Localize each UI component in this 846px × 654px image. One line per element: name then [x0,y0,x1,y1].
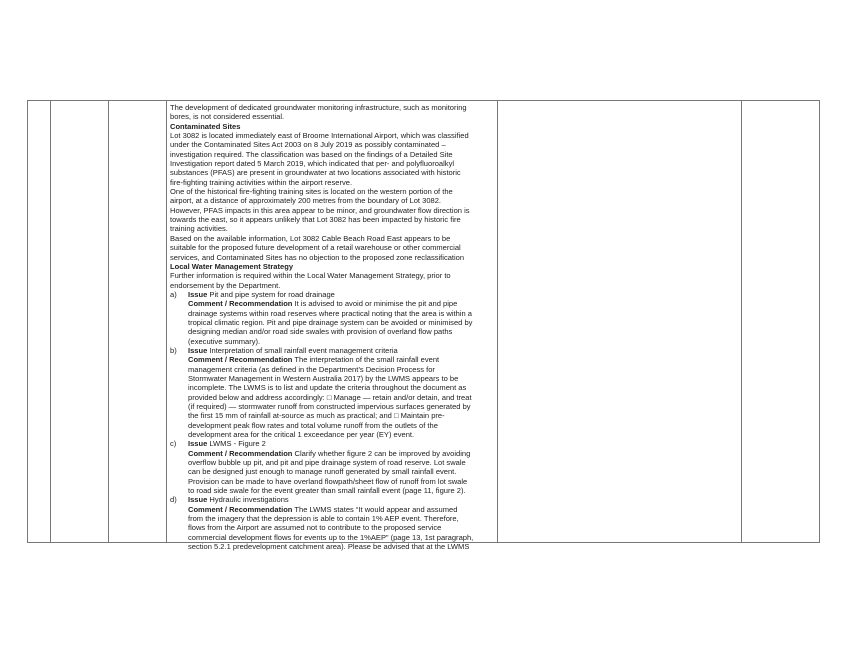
line-text: tropical climatic region. Pit and pipe drainage system can be avoided or minimised by [188,317,473,327]
line-text: (executive summary). [188,336,261,346]
text-line [170,271,498,280]
line-text: Lot 3082 is located immediately east of Broome International Airport, which was classified [170,131,469,141]
text-line [170,337,498,346]
text-line [170,477,498,486]
line-text: One of the historical fire-fighting training sites is located on the western portion of the [170,187,453,197]
line-text: Investigation report dated 5 March 2019, which indicated that per- and polyfluoroalkyl [170,159,455,169]
text-line [170,140,498,149]
column-divider [50,101,51,542]
line-text: section 5.2.1 predevelopment catchment area). Please be advised that at the LWMS [188,542,470,552]
line-text: Pit and pipe system for road drainage [207,289,335,299]
line-text: flows from the Airport are assumed not to contribute to the proposed service [188,523,442,533]
line-text: provided below and address accordingly: □ Manage — retain and/or detain, and treat [188,392,472,402]
list-item-line [170,290,498,299]
line-text: substances (PFAS) are present in groundwater at two locations associated with historic [170,168,461,178]
column-divider [108,101,109,542]
text-line [170,467,498,476]
text-line [170,458,498,467]
line-text: towards the east, so it appears unlikely that Lot 3082 has been impacted by historic fire [170,215,461,225]
line-text: Provision can be made to have overland flowpath/sheet flow of runoff from lot swale [188,476,468,486]
text-line [170,514,498,523]
text-line [170,187,498,196]
line-text: development peak flow rates and total volume runoff from the outlets of the [188,420,438,430]
line-text: to road side swale for the event greater than small rainfall event (page 11, figure 2). [188,486,466,496]
line-text: endorsement by the Department. [170,280,281,290]
line-text: Further information is required within the Local Water Management Strategy, prior to [170,271,451,281]
text-line [170,523,498,532]
text-line [170,374,498,383]
text-line [170,533,498,542]
line-text: Interpretation of small rainfall event management criteria [207,345,398,355]
text-line [170,103,498,112]
line-text: It is advised to avoid or minimise the pit and pipe [292,299,458,309]
text-line [170,224,498,233]
line-text: fire-fighting training activities within the airport reserve. [170,177,353,187]
list-marker: d) [170,495,177,505]
line-text: can be designed just enough to manage runoff generated by small rainfall event. [188,467,457,477]
line-text: from the imagery that the depression is able to contain 1% AEP event. Therefore, [188,514,459,524]
line-text: development area for the critical 1 exceedance per year (EY) event. [188,430,415,440]
list-marker: b) [170,345,177,355]
text-line [170,383,498,392]
text-line [170,253,498,262]
line-text: investigation required. The classification was based on the findings of a Detailed Site [170,149,453,159]
line-text: LWMS - Figure 2 [207,439,266,449]
bold-label: Issue [188,439,208,449]
line-text: The development of dedicated groundwater monitoring infrastructure, such as monitoring [170,103,467,112]
text-line [170,402,498,411]
text-line [170,206,498,215]
text-line [170,430,498,439]
line-text: training activities. [170,224,228,234]
bold-label: Comment / Recommendation [188,448,293,458]
line-text: designing median and/or road side swales with provision of overland flow paths [188,327,453,337]
text-line [170,486,498,495]
line-text: Stormwater Management in Western Australia 2017) by the LWMS appears to be [188,373,459,383]
line-text: the first 15 mm of rainfall at-source as much as practical; and □ Maintain pre- [188,411,445,421]
line-text: suitable for the proposed future development of a retail warehouse or other commercial [170,243,461,253]
text-line [170,299,498,308]
line-text: overflow bubble up pit, and pit and pipe drainage system of road reserve. Lot swale [188,458,466,468]
text-line [170,421,498,430]
line-text: management criteria (as defined in the Department’s Decision Process for [188,364,435,374]
list-item-line [170,346,498,355]
line-text: under the Contaminated Sites Act 2003 on 8 July 2019 as possibly contaminated – [170,140,446,150]
column-divider [741,101,742,542]
list-marker: c) [170,439,177,449]
line-text: drainage systems within road reserves where practical noting that the area is within a [188,308,472,318]
bold-label: Contaminated Sites [170,121,241,131]
line-text: However, PFAS impacts in this area appear to be minor, and groundwater flow direction is [170,205,470,215]
line-text: Clarify whether figure 2 can be improved by avoiding [292,448,471,458]
line-text: Hydraulic investigations [207,495,289,505]
line-text: services, and Contaminated Sites has no objection to the proposed zone reclassification [170,252,465,262]
text-line [170,168,498,177]
text-line [170,112,498,121]
text-line [170,542,498,551]
column-divider [166,101,167,542]
text-line [170,505,498,514]
bold-label: Comment / Recommendation [188,299,293,309]
text-line [170,131,498,140]
text-line [170,355,498,364]
text-line [170,196,498,205]
line-text: Based on the available information, Lot 3082 Cable Beach Road East appears to be [170,233,451,243]
section-heading [170,262,498,271]
text-line [170,234,498,243]
list-item-line [170,495,498,504]
text-line [170,281,498,290]
list-marker: a) [170,289,177,299]
bold-label: Comment / Recommendation [188,355,293,365]
bold-label: Comment / Recommendation [188,504,293,514]
line-text: airport, at a distance of approximately 200 metres from the boundary of Lot 3082. [170,196,442,206]
text-line [170,393,498,402]
text-line [170,150,498,159]
text-line [170,178,498,187]
line-text: (if required) — stormwater runoff from constructed impervious surfaces generated by [188,402,471,411]
line-text: The interpretation of the small rainfall event [292,355,440,365]
text-line [170,243,498,252]
comment-cell [170,103,498,552]
line-text: The LWMS states “It would appear and assumed [292,504,458,514]
text-line [170,327,498,336]
section-heading [170,122,498,131]
text-line [170,309,498,318]
bold-label: Local Water Management Strategy [170,261,294,271]
list-item-line [170,439,498,448]
comments-table [27,100,820,552]
text-line [170,449,498,458]
text-line [170,215,498,224]
bold-label: Issue [188,345,208,355]
line-text: incomplete. The LWMS is to list and update the criteria throughout the document as [188,383,467,393]
text-line [170,318,498,327]
text-line [170,411,498,420]
bold-label: Issue [188,289,208,299]
bold-label: Issue [188,495,208,505]
line-text: bores, is not considered essential. [170,112,285,122]
text-line [170,159,498,168]
text-line [170,365,498,374]
line-text: commercial development flows for events up to the 1%AEP” (page 13, 1st paragraph, [188,532,474,542]
